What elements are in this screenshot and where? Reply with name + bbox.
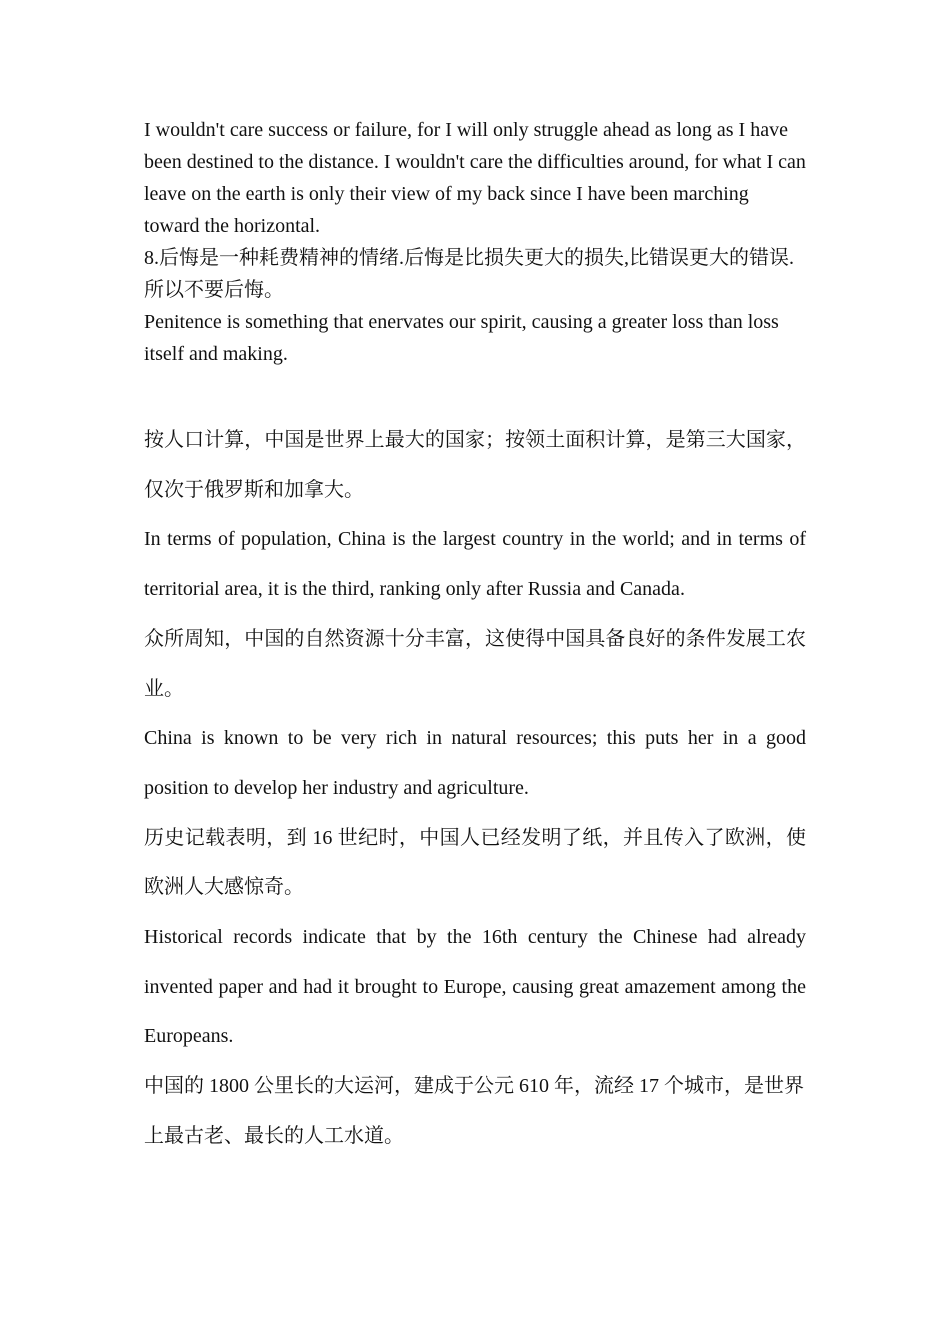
quote-section (144, 114, 808, 370)
chinese-paragraph-population: 按人口计算，中国是世界上最大的国家；按领土面积计算，是第三大国家，仅次于俄罗斯和加拿大。 (144, 429, 806, 501)
translation-section (144, 416, 806, 1162)
english-quote-paragraph: I wouldn't care success or failure, for I will only struggle ahead as long as I have been destined to the distance. I wouldn't care the difficulties around, for what I can leave on the earth is only their view of my back since I have been marching toward the horizontal. (144, 119, 806, 237)
english-quote-translation: Penitence is something that enervates our spirit, causing a greater loss than loss itself and making. (144, 311, 779, 365)
chinese-quote-paragraph: 8.后悔是一种耗费精神的情绪.后悔是比损失更大的损失,比错误更大的错误.所以不要后悔。 (144, 247, 794, 301)
english-paragraph-paper: Historical records indicate that by the 16th century the Chinese had already invented paper and had it brought to Europe, causing great amazement among the Europeans. (144, 926, 806, 1048)
english-paragraph-population: In terms of population, China is the largest country in the world; and in terms of territorial area, it is the third, ranking only after Russia and Canada. (144, 528, 806, 601)
chinese-paragraph-resources: 众所周知，中国的自然资源十分丰富，这使得中国具备良好的条件发展工农业。 (144, 627, 806, 700)
chinese-paragraph-canal: 中国的 1800 公里长的大运河，建成于公元 610 年，流经 17 个城市，是世界上最古老、最长的人工水道。 (144, 1075, 804, 1147)
english-paragraph-resources: China is known to be very rich in natural resources; this puts her in a good position to develop her industry and agriculture. (144, 727, 806, 799)
chinese-paragraph-paper: 历史记载表明，到 16 世纪时，中国人已经发明了纸，并且传入了欧洲，使欧洲人大感惊奇。 (144, 826, 806, 899)
